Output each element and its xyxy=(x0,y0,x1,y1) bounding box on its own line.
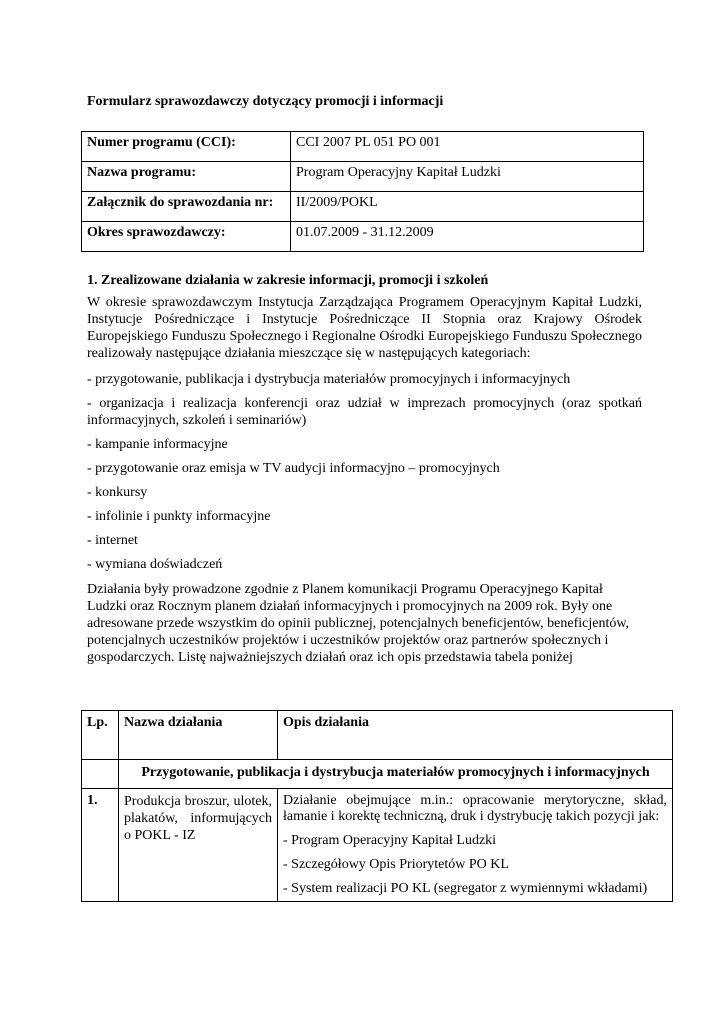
closing-paragraph: Działania były prowadzone zgodnie z Planem komunikacji Programu Operacyjnego Kapitał Ludzki oraz Rocznym planem działań informacyjnych i promocyjnych na 2009 rok. Były one adresowane przede wszystkim do opinii publicznej, potencjalnych beneficjentów, beneficjentów, potencjalnych uczestników projektów i uczestników projektów oraz partnerów społecznych i gospodarczych. Listę najważniejszych działań oraz ich opis przedstawia tabela poniżej xyxy=(87,582,630,665)
section-heading: 1. Zrealizowane działania w zakresie informacji, promocji i szkoleń xyxy=(87,273,489,288)
info-label: Nazwa programu: xyxy=(82,162,291,192)
category-list xyxy=(87,371,642,580)
actions-table xyxy=(81,710,673,902)
info-row-attachment xyxy=(82,192,644,222)
desc-item: - Szczegółowy Opis Priorytetów PO KL xyxy=(283,857,509,872)
info-value: II/2009/POKL xyxy=(291,192,644,222)
header-lp: Lp. xyxy=(82,711,119,760)
category-row xyxy=(82,760,673,789)
list-item: - infolinie i punkty informacyjne xyxy=(87,509,271,524)
list-item: - kampanie informacyjne xyxy=(87,437,228,452)
desc-item: - Program Operacyjny Kapitał Ludzki xyxy=(283,833,497,848)
list-item: - przygotowanie, publikacja i dystrybucja materiałów promocyjnych i informacyjnych xyxy=(87,372,571,387)
info-value: Program Operacyjny Kapitał Ludzki xyxy=(291,162,644,192)
info-row-period xyxy=(82,222,644,252)
list-item: - wymiana doświadczeń xyxy=(87,557,223,572)
row-desc xyxy=(278,789,673,902)
form-title: Formularz sprawozdawczy dotyczący promocji i informacji xyxy=(87,94,444,109)
info-value: 01.07.2009 - 31.12.2009 xyxy=(291,222,644,252)
info-label: Załącznik do sprawozdania nr: xyxy=(82,192,291,222)
desc-item: - System realizacji PO KL (segregator z wymiennymi wkładami) xyxy=(283,881,648,896)
category-label: Przygotowanie, publikacja i dystrybucja materiałów promocyjnych i informacyjnych xyxy=(119,760,673,789)
list-item: - konkursy xyxy=(87,485,148,500)
category-empty-cell xyxy=(82,760,119,789)
table-header-row xyxy=(82,711,673,760)
list-item: - przygotowanie oraz emisja w TV audycji informacyjno – promocyjnych xyxy=(87,461,500,476)
info-row-cci xyxy=(82,132,644,162)
header-desc: Opis działania xyxy=(278,711,673,760)
info-value: CCI 2007 PL 051 PO 001 xyxy=(291,132,644,162)
list-item: - organizacja i realizacja konferencji oraz udział w imprezach promocyjnych (oraz spotkań informacyjnych, szkoleń i seminariów) xyxy=(87,396,642,428)
info-label: Okres sprawozdawczy: xyxy=(82,222,291,252)
list-item: - internet xyxy=(87,533,138,548)
program-info-table xyxy=(81,131,644,252)
desc-intro: Działanie obejmujące m.in.: opracowanie merytoryczne, skład, łamanie i korektę techniczną, druk i dystrybucję takich pozycji jak: xyxy=(283,793,667,824)
header-name: Nazwa działania xyxy=(119,711,278,760)
intro-paragraph: W okresie sprawozdawczym Instytucja Zarządzająca Programem Operacyjnym Kapitał Ludzki, Instytucje Pośredniczące i Instytucje Pośredniczące II Stopnia oraz Krajowy Ośrodek Europejskiego Funduszu Społecznego i Regionalne Ośrodki Europejskiego Funduszu Społecznego realizowały następujące działania mieszczące się w następujących kategoriach: xyxy=(87,295,642,361)
info-label: Numer programu (CCI): xyxy=(82,132,291,162)
table-row xyxy=(82,789,673,902)
row-name: Produkcja broszur, ulotek, plakatów, informujących o POKL - IZ xyxy=(119,789,278,902)
row-lp: 1. xyxy=(82,789,119,902)
info-row-program-name xyxy=(82,162,644,192)
